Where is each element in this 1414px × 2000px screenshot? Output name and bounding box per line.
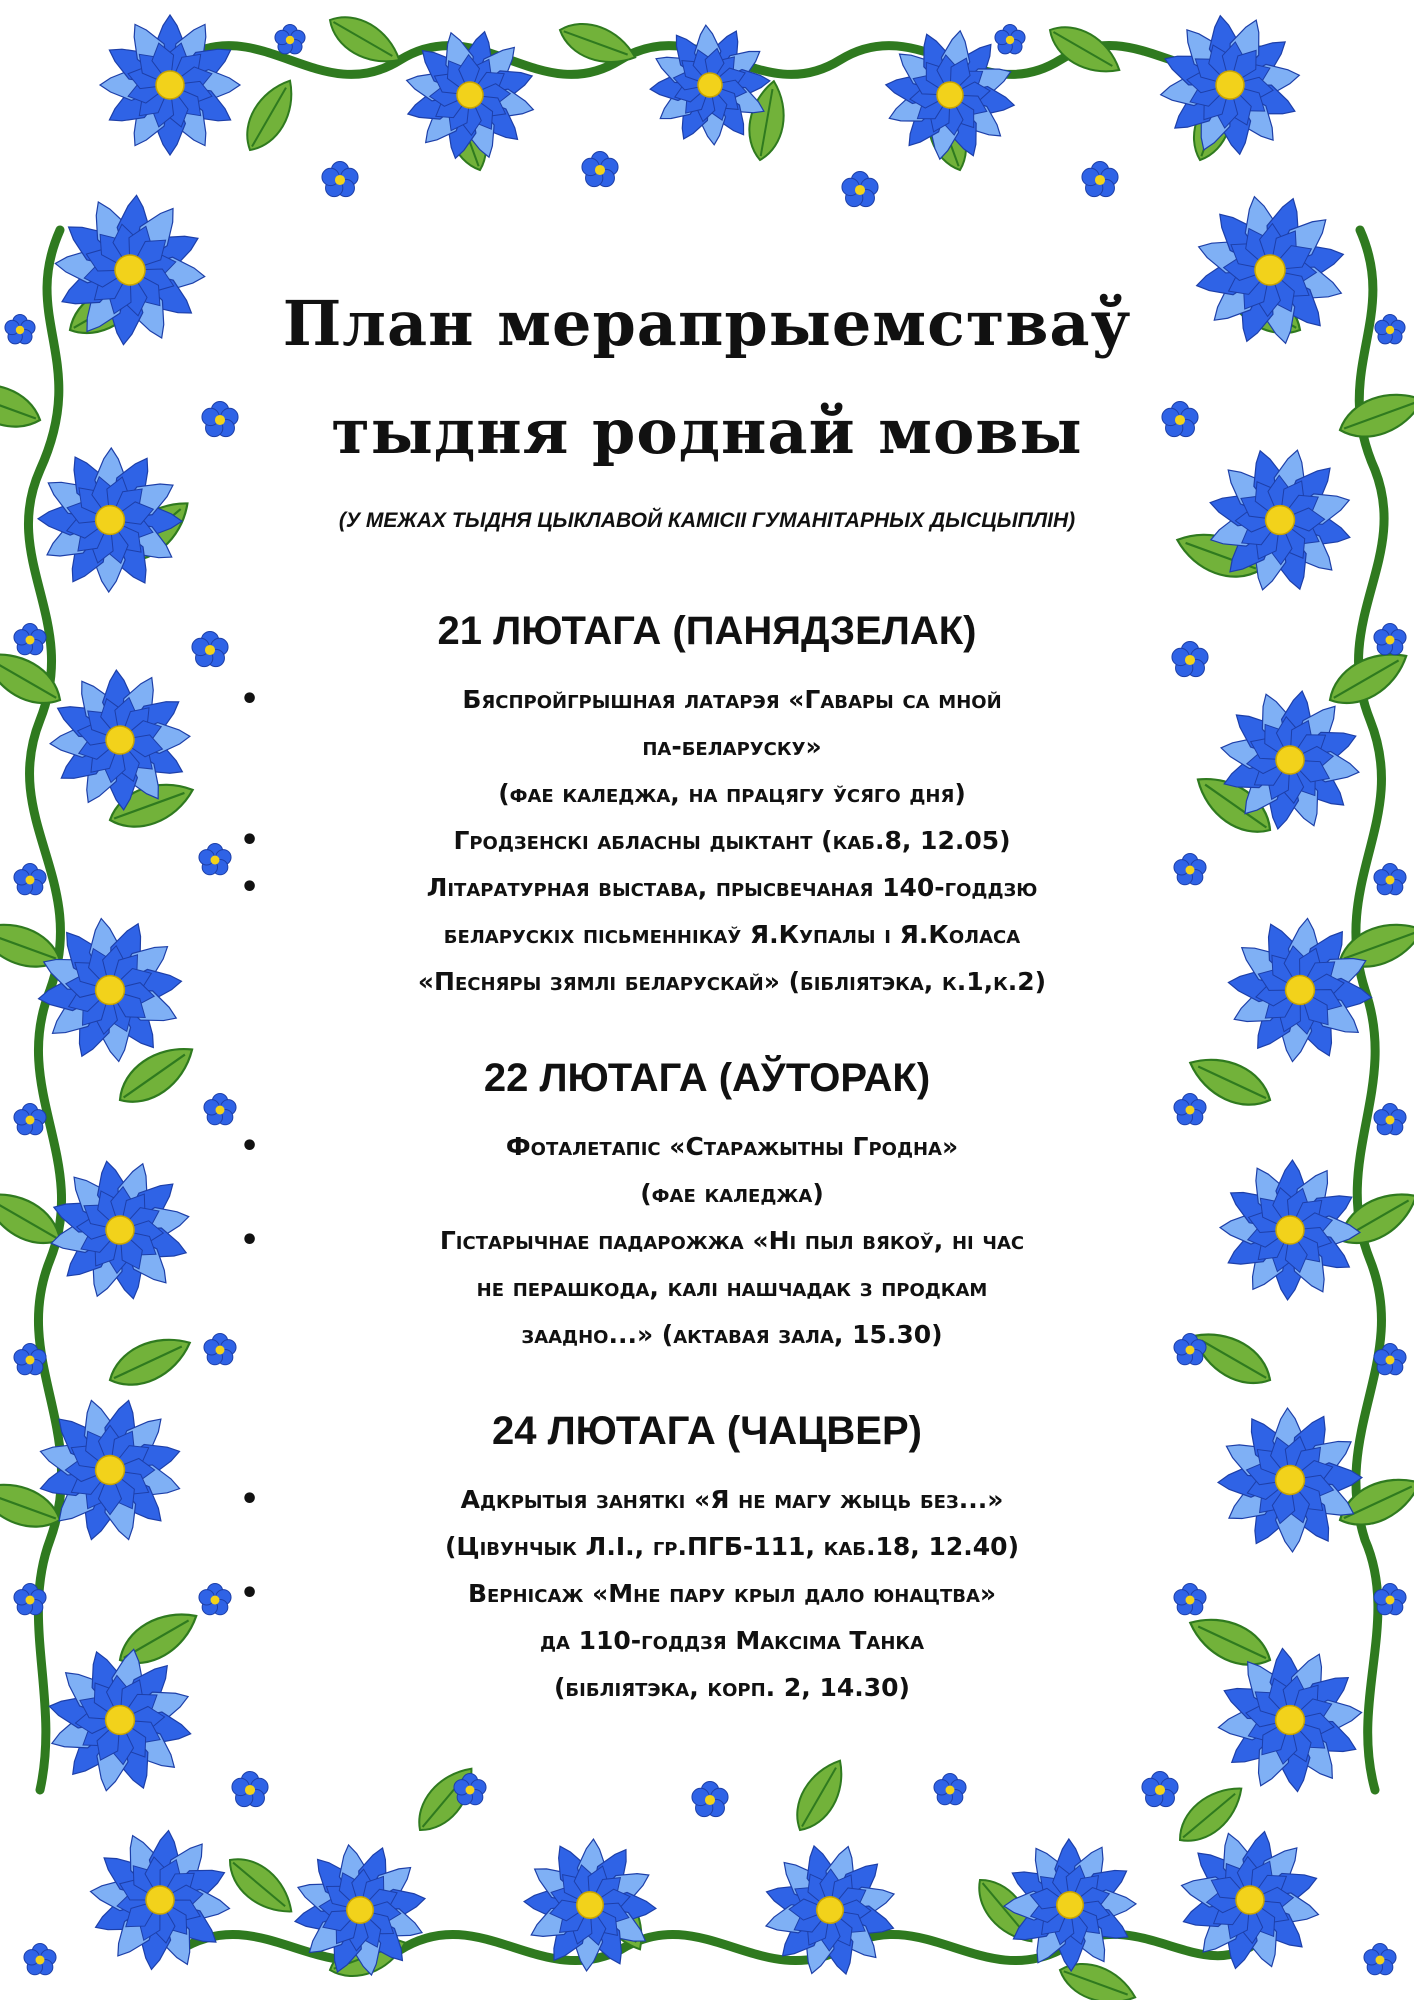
forget-me-not-icon [1174,1584,1206,1615]
forget-me-not-icon [5,315,35,344]
cornflower-icon [1132,0,1329,183]
event-list [240,1476,1174,1711]
cornflower-icon [37,447,183,593]
forget-me-not-icon [232,1771,268,1806]
event-text-line: (бібліятэка, корп. 2, 14.30) [554,1673,910,1702]
event-text-line: (фае каледжа) [640,1179,824,1208]
forget-me-not-icon [1172,641,1208,676]
subtitle: (У МЕЖАХ ТЫДНЯ ЦЫКЛАВОЙ КАМІСІІ ГУМАНІТАРНЫХ ДЫСЦЫПЛІН) [338,509,1076,532]
forget-me-not-icon [995,25,1025,54]
forget-me-not-icon [1142,1771,1178,1806]
bullet-icon: • [240,1129,260,1164]
event-text-line: Вернісаж «Мне пару крыл дало юнацтва» [467,1579,997,1608]
day-heading: 22 ЛЮТАГА (АЎТОРАК) [483,1056,931,1100]
leaf-icon [102,1326,197,1396]
forget-me-not-icon [14,1104,46,1135]
event-item [240,1217,1174,1358]
forget-me-not-icon [24,1944,56,1975]
forget-me-not-icon [1374,864,1406,895]
leaf-icon [0,373,46,437]
forget-me-not-icon [275,25,305,54]
day-heading: 24 ЛЮТАГА (ЧАЦВЕР) [492,1409,922,1453]
event-text-line: заадно...» (актавая зала, 15.30) [521,1320,943,1349]
forget-me-not-icon [582,151,618,186]
event-text-line: не перашкода, калі нашчадак з продкам [476,1273,988,1302]
event-plan [240,270,1174,1711]
schedule [240,606,1174,1711]
event-item [240,864,1174,1005]
bullet-icon: • [240,823,260,858]
leaf-icon [1169,1776,1251,1853]
cornflower-icon [68,1808,252,1992]
event-text-line: Гістарычнае падарожжа «Ні пыл вякоў, ні час [439,1226,1025,1255]
event-text-line: Літаратурная выстава, прысвечаная 140-годдзю [426,873,1038,902]
forget-me-not-icon [199,1584,231,1615]
leaf-icon [219,1847,301,1924]
forget-me-not-icon [322,161,358,196]
bullet-icon: • [240,1576,260,1611]
cornflower-icon [100,15,240,155]
page-title [240,270,1174,486]
forget-me-not-icon [1375,315,1405,344]
event-text-line: па-беларуску» [642,732,822,761]
bullet-icon: • [240,1482,260,1517]
bullet-icon: • [240,1223,260,1258]
event-item [240,1123,1174,1217]
day-section [240,1053,1174,1358]
event-text-line: беларускіх пісьменнікаў Я.Купалы і Я.Коласа [443,920,1021,949]
event-list [240,1123,1174,1358]
event-text-line: Адкрытыя заняткі «Я не магу жыць без...» [460,1485,1004,1514]
forget-me-not-icon [692,1781,728,1816]
forget-me-not-icon [14,864,46,895]
leaf-icon [1331,1180,1414,1255]
title-line-1: План мерапрыемстваў [282,287,1132,360]
event-text-line: да 110-годдзя Максіма Танка [539,1626,925,1655]
forget-me-not-icon [842,171,878,206]
forget-me-not-icon [1374,1104,1406,1135]
cornflower-icon [1218,1158,1363,1303]
event-item [240,1570,1174,1711]
forget-me-not-icon [204,1334,236,1365]
bullet-icon: • [240,870,260,905]
forget-me-not-icon [199,844,231,875]
leaf-icon [786,1752,855,1838]
forget-me-not-icon [1364,1944,1396,1975]
leaf-icon [1183,1606,1278,1676]
event-text-line: Гродзенскі абласны дыктант (каб.8, 12.05) [453,826,1011,855]
forget-me-not-icon [1174,1094,1206,1125]
forget-me-not-icon [204,1094,236,1125]
title-line-2: тыдня роднай мовы [331,395,1083,468]
forget-me-not-icon [1174,854,1206,885]
event-text-line: «Песняры зямлі беларускай» (бібліятэка, к.1,к.2) [417,967,1047,996]
leaf-icon [1334,383,1414,447]
event-item [240,1476,1174,1570]
forget-me-not-icon [934,1774,966,1805]
event-list [240,676,1174,1005]
event-item [240,817,1174,864]
event-text-line: (фае каледжа, на працягу ўсяго дня) [498,779,966,808]
forget-me-not-icon [1374,624,1406,655]
leaf-icon [236,72,305,158]
event-text-line: Фоталетапіс «Старажытны Гродна» [505,1132,959,1161]
day-heading: 21 ЛЮТАГА (ПАНЯДЗЕЛАК) [437,609,977,653]
cornflower-icon [980,1815,1159,1994]
bullet-icon: • [240,682,260,717]
cornflower-icon [1193,433,1368,608]
event-text-line: (Цівунчык Л.І., гр.ПГБ-111, каб.18, 12.40) [444,1532,1020,1561]
forget-me-not-icon [14,624,46,655]
forget-me-not-icon [202,401,238,436]
forget-me-not-icon [1082,161,1118,196]
cornflower-icon [748,1828,911,1991]
event-text-line: Бяспройгрышная латарэя «Гавары са мной [462,685,1002,714]
cornflower-icon [1193,1383,1388,1578]
forget-me-not-icon [192,631,228,666]
event-item [240,676,1174,817]
day-section [240,1406,1174,1711]
leaf-icon [554,14,640,72]
cornflower-icon [30,170,229,369]
day-section [240,606,1174,1005]
